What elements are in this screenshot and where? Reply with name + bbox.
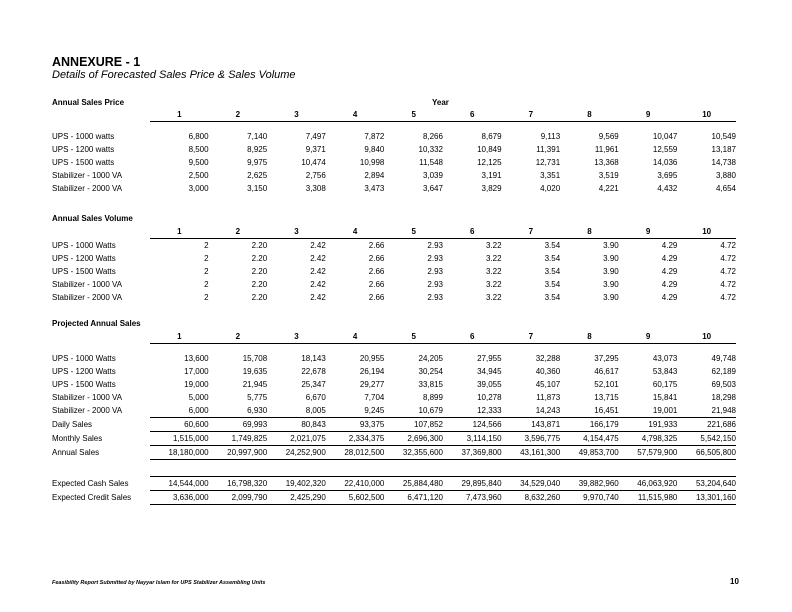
cell-value: 2.66	[368, 241, 385, 250]
cell-value: 2.42	[310, 254, 326, 263]
cell-value: 13,301,160	[677, 491, 736, 505]
cell-value: 12,731	[535, 158, 561, 167]
cell-value: 124,566	[443, 418, 502, 432]
cell-value: 16,798,320	[209, 477, 268, 491]
cell-value: 22,678	[301, 367, 326, 376]
cell-value: 24,252,900	[267, 446, 326, 460]
table-row	[52, 365, 736, 378]
projected-section-label: Projected Annual Sales	[52, 319, 141, 328]
table-row	[52, 391, 736, 404]
table-row	[52, 156, 736, 169]
table-row	[52, 404, 736, 418]
cell-value: 3.54	[544, 241, 561, 250]
cell-value: 3.90	[603, 293, 619, 302]
cell-value: 2	[204, 280, 209, 289]
cell-value: 2,500	[188, 171, 209, 180]
cell-value: 2.93	[427, 254, 443, 263]
cell-value: 6,930	[247, 406, 268, 415]
cell-value: 3,000	[188, 184, 209, 193]
cell-value: 3,647	[422, 184, 443, 193]
table-row	[52, 130, 736, 143]
row-label: UPS - 1200 Watts	[52, 254, 116, 263]
cell-value: 3,039	[422, 171, 443, 180]
cell-value: 53,843	[652, 367, 678, 376]
page-number: 10	[730, 577, 739, 586]
cell-value: 9,113	[540, 132, 561, 141]
cell-value: 13,187	[711, 145, 736, 154]
row-label: UPS - 1000 Watts	[52, 354, 116, 363]
cell-value: 26,194	[359, 367, 385, 376]
cell-value: 2	[204, 254, 209, 263]
cell-value: 34,945	[477, 367, 502, 376]
year-header: 3	[294, 332, 299, 341]
cell-value: 9,975	[247, 158, 268, 167]
cell-value: 2,021,075	[267, 432, 326, 446]
cell-value: 4.29	[661, 241, 678, 250]
table-row	[52, 278, 736, 291]
cell-value: 53,204,640	[677, 477, 736, 491]
cell-value: 52,101	[594, 380, 619, 389]
year-header: 1	[177, 227, 182, 236]
price-section-label: Annual Sales Price	[52, 98, 125, 107]
cell-value: 2,099,790	[209, 491, 268, 505]
year-header: 5	[411, 227, 416, 236]
expected-row	[52, 491, 736, 505]
cell-value: 4.29	[661, 293, 678, 302]
table-row	[52, 352, 736, 365]
cell-value: 3.90	[603, 241, 619, 250]
cell-value: 3.22	[485, 254, 502, 263]
cell-value: 16,451	[594, 406, 619, 415]
cell-value: 3,596,775	[502, 432, 561, 446]
cell-value: 9,840	[364, 145, 385, 154]
cell-value: 24,205	[418, 354, 443, 363]
year-header: 8	[587, 332, 592, 341]
cell-value: 3.22	[485, 280, 502, 289]
cell-value: 10,679	[418, 406, 443, 415]
cell-value: 93,375	[326, 418, 385, 432]
row-label: Stabilizer - 1000 VA	[52, 393, 123, 402]
year-header: 1	[177, 110, 182, 119]
cell-value: 4.29	[661, 254, 678, 263]
cell-value: 8,632,260	[502, 491, 561, 505]
cell-value: 2.20	[251, 254, 268, 263]
cell-value: 143,871	[502, 418, 561, 432]
cell-value: 2	[204, 241, 209, 250]
cell-value: 9,371	[305, 145, 326, 154]
row-label: Stabilizer - 1000 VA	[52, 171, 123, 180]
cell-value: 4,432	[657, 184, 678, 193]
table-row	[52, 182, 736, 195]
cell-value: 3.22	[485, 241, 502, 250]
cell-value: 8,899	[422, 393, 443, 402]
cell-value: 5,542,150	[677, 432, 736, 446]
cell-value: 2	[204, 293, 209, 302]
cell-value: 6,800	[188, 132, 209, 141]
cell-value: 3,473	[364, 184, 385, 193]
cell-value: 14,544,000	[150, 477, 209, 491]
cell-value: 3.54	[544, 267, 561, 276]
cell-value: 57,579,900	[619, 446, 678, 460]
cell-value: 15,841	[652, 393, 678, 402]
cell-value: 43,161,300	[502, 446, 561, 460]
cell-value: 19,402,320	[267, 477, 326, 491]
cell-value: 3.54	[544, 254, 561, 263]
cell-value: 60,600	[150, 418, 209, 432]
year-header: 2	[235, 332, 241, 341]
page-title: ANNEXURE - 1	[52, 55, 141, 69]
year-header-row	[52, 225, 736, 239]
row-label: Stabilizer - 2000 VA	[52, 293, 123, 302]
cell-value: 10,849	[477, 145, 502, 154]
cell-value: 10,332	[418, 145, 443, 154]
cell-value: 7,473,960	[443, 491, 502, 505]
table-row	[52, 265, 736, 278]
cell-value: 10,278	[477, 393, 502, 402]
cell-value: 9,245	[364, 406, 385, 415]
year-header: 7	[528, 227, 534, 236]
year-header: 4	[352, 227, 358, 236]
cell-value: 2,696,300	[384, 432, 443, 446]
cell-value: 32,288	[535, 354, 561, 363]
cell-value: 5,000	[188, 393, 209, 402]
cell-value: 9,500	[188, 158, 209, 167]
cell-value: 3.90	[603, 280, 619, 289]
cell-value: 3,829	[481, 184, 502, 193]
cell-value: 18,298	[711, 393, 736, 402]
row-label: Annual Sales	[52, 448, 100, 457]
row-label: Stabilizer - 2000 VA	[52, 406, 123, 416]
cell-value: 2.20	[251, 267, 268, 276]
year-header: 4	[352, 110, 358, 119]
cell-value: 21,945	[242, 380, 268, 389]
cell-value: 66,505,800	[677, 446, 736, 460]
cell-value: 10,047	[652, 132, 678, 141]
cell-value: 221,686	[677, 418, 736, 432]
cell-value: 6,000	[188, 406, 209, 415]
cell-value: 3,191	[481, 171, 502, 180]
cell-value: 4,221	[598, 184, 619, 193]
cell-value: 49,853,700	[560, 446, 619, 460]
year-header: 5	[411, 332, 416, 341]
cell-value: 4.72	[720, 241, 736, 250]
cell-value: 69,993	[209, 418, 268, 432]
cell-value: 3,351	[540, 171, 561, 180]
cell-value: 4,020	[540, 184, 561, 193]
cell-value: 3.22	[485, 293, 502, 302]
cell-value: 80,843	[267, 418, 326, 432]
expected-row	[52, 477, 736, 491]
row-label: UPS - 1500 watts	[52, 158, 115, 167]
cell-value: 3,519	[598, 171, 619, 180]
page-subtitle: Details of Forecasted Sales Price & Sales Volume	[52, 69, 296, 81]
year-header: 2	[235, 110, 241, 119]
cell-value: 30,254	[418, 367, 443, 376]
year-header: 3	[294, 227, 299, 236]
cell-value: 3,695	[657, 171, 678, 180]
cell-value: 39,882,960	[560, 477, 619, 491]
row-label: Stabilizer - 1000 VA	[52, 280, 123, 289]
cell-value: 4.72	[720, 280, 736, 289]
cell-value: 3,150	[247, 184, 268, 193]
cell-value: 13,715	[594, 393, 619, 402]
cell-value: 166,179	[560, 418, 619, 432]
cell-value: 7,497	[305, 132, 326, 141]
cell-value: 12,125	[477, 158, 502, 167]
cell-value: 25,347	[301, 380, 326, 389]
year-label: Year	[432, 98, 449, 107]
cell-value: 14,243	[535, 406, 561, 415]
row-label: UPS - 1000 watts	[52, 132, 115, 141]
cell-value: 19,635	[242, 367, 268, 376]
cell-value: 43,073	[652, 354, 678, 363]
cell-value: 3.22	[485, 267, 502, 276]
row-label: Monthly Sales	[52, 434, 103, 443]
volume-section-label: Annual Sales Volume	[52, 214, 133, 223]
cell-value: 8,005	[305, 406, 326, 415]
cell-value: 4,154,475	[560, 432, 619, 446]
cell-value: 7,704	[364, 393, 385, 402]
cell-value: 46,063,920	[619, 477, 678, 491]
year-header-row	[52, 108, 736, 122]
year-header: 9	[645, 227, 651, 236]
cell-value: 69,503	[711, 380, 736, 389]
cell-value: 2,625	[247, 171, 268, 180]
cell-value: 22,410,000	[326, 477, 385, 491]
cell-value: 1,749,825	[209, 432, 268, 446]
year-header-row	[52, 330, 736, 344]
cell-value: 2.93	[427, 280, 443, 289]
cell-value: 3.90	[603, 254, 619, 263]
cell-value: 2.42	[310, 267, 326, 276]
cell-value: 2,334,375	[326, 432, 385, 446]
total-row	[52, 418, 736, 432]
cell-value: 10,998	[359, 158, 385, 167]
year-header: 8	[587, 227, 592, 236]
table-row	[52, 291, 736, 304]
cell-value: 20,997,900	[209, 446, 268, 460]
year-header: 9	[645, 110, 651, 119]
cell-value: 37,295	[594, 354, 619, 363]
cell-value: 62,189	[711, 367, 736, 376]
cell-value: 6,471,120	[384, 491, 443, 505]
cell-value: 11,961	[594, 145, 619, 154]
cell-value: 8,266	[422, 132, 443, 141]
row-label: UPS - 1500 Watts	[52, 267, 116, 276]
cell-value: 2.66	[368, 267, 385, 276]
cell-value: 3,880	[715, 171, 736, 180]
cell-value: 2,894	[364, 171, 385, 180]
year-header: 10	[702, 110, 712, 119]
year-header: 9	[645, 332, 651, 341]
cell-value: 18,180,000	[150, 446, 209, 460]
cell-value: 11,873	[536, 393, 561, 402]
cell-value: 2,425,290	[267, 491, 326, 505]
cell-value: 2.66	[368, 293, 385, 302]
cell-value: 18,143	[301, 354, 326, 363]
cell-value: 5,775	[247, 393, 268, 402]
cell-value: 3,114,150	[443, 432, 502, 446]
cell-value: 107,852	[384, 418, 443, 432]
cell-value: 1,515,000	[150, 432, 209, 446]
cell-value: 2.42	[310, 293, 326, 302]
cell-value: 4,654	[715, 184, 736, 193]
cell-value: 2.20	[251, 280, 268, 289]
cell-value: 14,738	[711, 158, 736, 167]
year-header: 7	[528, 332, 534, 341]
year-header: 3	[294, 110, 299, 119]
cell-value: 27,955	[477, 354, 502, 363]
year-header: 4	[352, 332, 358, 341]
footer-text: Feasibility Report Submitted by Nayyar Islam for UPS Stabilizer Assembling Units	[52, 580, 266, 586]
cell-value: 2	[204, 267, 209, 276]
cell-value: 21,948	[711, 406, 736, 415]
row-label: UPS - 1000 Watts	[52, 240, 116, 250]
table-row	[52, 239, 736, 253]
cell-value: 17,000	[184, 367, 209, 376]
row-label: Daily Sales	[52, 420, 93, 429]
cell-value: 10,549	[711, 132, 736, 141]
cell-value: 8,925	[247, 145, 268, 154]
year-header: 2	[235, 227, 241, 236]
cell-value: 191,933	[619, 418, 678, 432]
row-label: UPS - 1200 Watts	[52, 367, 116, 376]
cell-value: 2.20	[251, 293, 268, 302]
cell-value: 11,391	[536, 145, 561, 154]
cell-value: 37,369,800	[443, 446, 502, 460]
cell-value: 14,036	[652, 158, 678, 167]
year-header: 1	[177, 332, 182, 341]
cell-value: 2.42	[310, 241, 326, 250]
table-row	[52, 169, 736, 182]
row-label: Expected Cash Sales	[52, 479, 129, 488]
table-row	[52, 252, 736, 265]
table-row	[52, 378, 736, 391]
cell-value: 3.90	[603, 267, 619, 276]
cell-value: 19,000	[184, 380, 209, 389]
cell-value: 11,548	[419, 158, 443, 167]
cell-value: 20,955	[359, 354, 385, 363]
cell-value: 4.72	[720, 293, 736, 302]
cell-value: 33,815	[418, 380, 443, 389]
cell-value: 4.72	[720, 254, 736, 263]
cell-value: 5,602,500	[326, 491, 385, 505]
cell-value: 4.72	[720, 267, 736, 276]
cell-value: 13,368	[594, 158, 619, 167]
sales-volume-table	[52, 225, 736, 304]
cell-value: 2.42	[310, 280, 326, 289]
cell-value: 2.66	[368, 254, 385, 263]
cell-value: 3.54	[544, 293, 561, 302]
cell-value: 49,748	[711, 354, 736, 363]
cell-value: 7,140	[247, 132, 268, 141]
cell-value: 32,355,600	[384, 446, 443, 460]
cell-value: 8,500	[188, 145, 209, 154]
cell-value: 29,277	[359, 380, 385, 389]
cell-value: 7,872	[364, 132, 385, 141]
cell-value: 28,012,500	[326, 446, 385, 460]
year-header: 10	[702, 227, 712, 236]
cell-value: 12,333	[477, 406, 502, 415]
cell-value: 2.93	[427, 293, 443, 302]
cell-value: 12,559	[652, 145, 678, 154]
cell-value: 2.66	[368, 280, 385, 289]
cell-value: 11,515,980	[619, 491, 678, 505]
year-header: 6	[470, 227, 475, 236]
cell-value: 3.54	[544, 280, 561, 289]
cell-value: 13,600	[184, 354, 209, 363]
cell-value: 29,895,840	[443, 477, 502, 491]
table-row	[52, 143, 736, 156]
cell-value: 45,107	[535, 380, 561, 389]
cell-value: 2.93	[427, 241, 443, 250]
row-label: Stabilizer - 2000 VA	[52, 184, 123, 193]
cell-value: 15,708	[242, 354, 268, 363]
cell-value: 4,798,325	[619, 432, 678, 446]
row-label: Expected Credit Sales	[52, 493, 132, 502]
row-label: UPS - 1500 Watts	[52, 380, 116, 389]
year-header: 6	[470, 332, 475, 341]
cell-value: 4.29	[661, 280, 678, 289]
cell-value: 4.29	[661, 267, 678, 276]
cell-value: 46,617	[594, 367, 619, 376]
cell-value: 39,055	[477, 380, 502, 389]
cell-value: 9,970,740	[560, 491, 619, 505]
total-row	[52, 446, 736, 460]
cell-value: 60,175	[652, 380, 678, 389]
cell-value: 2.93	[427, 267, 443, 276]
sales-price-table	[52, 108, 736, 195]
cell-value: 34,529,040	[502, 477, 561, 491]
year-header: 5	[411, 110, 416, 119]
cell-value: 2,756	[305, 171, 326, 180]
cell-value: 40,360	[535, 367, 561, 376]
total-row	[52, 432, 736, 446]
cell-value: 25,884,480	[384, 477, 443, 491]
year-header: 7	[528, 110, 534, 119]
cell-value: 3,308	[305, 184, 326, 193]
year-header: 8	[587, 110, 592, 119]
cell-value: 19,001	[652, 406, 678, 415]
cell-value: 2.20	[251, 241, 268, 250]
cell-value: 8,679	[481, 132, 502, 141]
year-header: 6	[470, 110, 475, 119]
cell-value: 6,670	[305, 393, 326, 402]
projected-sales-table	[52, 330, 736, 505]
cell-value: 3,636,000	[150, 491, 209, 505]
year-header: 10	[702, 332, 712, 341]
cell-value: 9,569	[598, 132, 619, 141]
row-label: UPS - 1200 watts	[52, 145, 115, 154]
cell-value: 10,474	[301, 158, 326, 167]
